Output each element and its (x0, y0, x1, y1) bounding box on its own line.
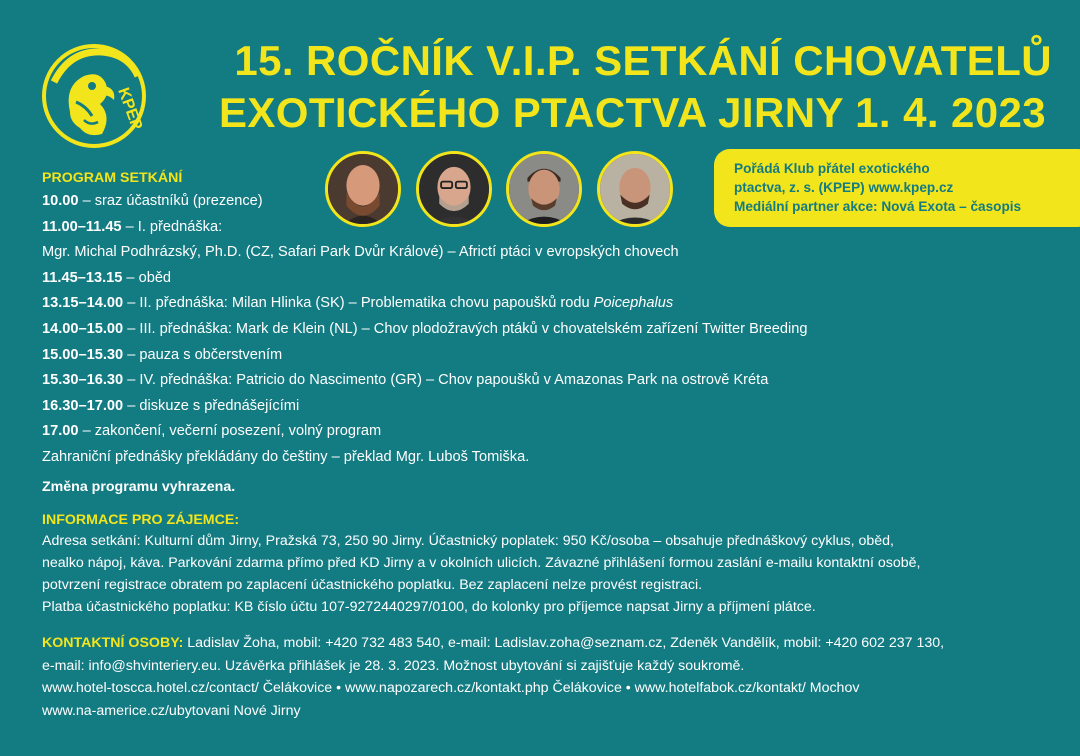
info-line: Adresa setkání: Kulturní dům Jirny, Pražská 73, 250 90 Jirny. Účastnický poplatek: 950 Kč/osoba – obsahuje přednáškový cyklus, oběd, (42, 533, 894, 549)
contacts-line-4[interactable]: www.na-americe.cz/ubytovani Nové Jirny (42, 702, 301, 719)
program-change-note: Změna programu vyhrazena. (42, 479, 236, 495)
program-item-italic: Poicephalus (593, 295, 674, 312)
program-item (42, 419, 808, 445)
program-item-time: 14.00–15.00 (42, 320, 124, 337)
program-item (42, 291, 808, 317)
contacts-section (42, 632, 944, 722)
contacts-line-3[interactable]: www.hotel-toscca.hotel.cz/contact/ Čelákovice • www.napozarech.cz/kontakt.php Čelákovice • www.hotelfabok.cz/kontakt/ Mochov (42, 680, 860, 696)
program-item-text: – III. přednáška: Mark de Klein (NL) – Chov plodožravých ptáků v chovatelském zařízení Twitter Breeding (123, 320, 808, 337)
contacts-heading: KONTAKTNÍ OSOBY: (42, 635, 184, 651)
program-item (42, 240, 808, 266)
contacts-line-1: Ladislav Žoha, mobil: +420 732 483 540, e-mail: Ladislav.zoha@seznam.cz, Zdeněk Vandělík, mobil: +420 602 237 130, (183, 635, 945, 651)
program-item-time: 15.00–15.30 (42, 346, 124, 363)
logo-text: KPEP (114, 85, 146, 133)
program-item (42, 445, 808, 471)
program-item-text: Zahraniční přednášky překládány do češtiny – překlad Mgr. Luboš Tomiška. (42, 448, 530, 465)
info-heading: INFORMACE PRO ZÁJEMCE: (42, 512, 240, 528)
program-item-text: – I. přednáška: (121, 218, 223, 235)
title-line-1: 15. ROČNÍK V.I.P. SETKÁNÍ CHOVATELŮ (234, 37, 1052, 84)
program-item (42, 317, 808, 343)
program-section (42, 167, 808, 471)
program-item-text: – zakončení, večerní posezení, volný program (78, 423, 382, 440)
program-item (42, 266, 808, 292)
program-item-time: 16.30–17.00 (42, 397, 124, 414)
program-item-text: – pauza s občerstvením (123, 346, 283, 363)
info-line: Platba účastnického poplatku: KB číslo účtu 107-9272440297/0100, do kolonky pro příjemce napsat Jirny a příjmení plátce. (42, 599, 816, 615)
program-item (42, 343, 808, 369)
program-heading: PROGRAM SETKÁNÍ (42, 170, 183, 186)
program-item-text: – II. přednáška: Milan Hlinka (SK) – Problematika chovu papoušků rodu (123, 295, 594, 312)
program-item-text: – oběd (122, 269, 172, 286)
program-list (42, 189, 808, 471)
program-item (42, 215, 808, 241)
program-item (42, 189, 808, 215)
info-section (42, 510, 921, 618)
program-item-text: – sraz účastníků (prezence) (78, 193, 263, 209)
program-item-text: – diskuze s přednášejícími (123, 397, 300, 414)
info-line: nealko nápoj, káva. Parkování zdarma přímo před KD Jirny a v okolních ulicích. Závazné přihlášení formou zaslání e-mailu kontaktní osobě, (42, 555, 921, 571)
kpep-logo (40, 42, 148, 150)
organizer-line-2: ptactva, z. s. (KPEP) www.kpep.cz (734, 180, 954, 195)
program-item-time: 15.30–16.30 (42, 372, 124, 389)
program-item-text: Mgr. Michal Podhrázský, Ph.D. (CZ, Safari Park Dvůr Králové) – Africtí ptáci v evropských chovech (42, 244, 679, 261)
info-line: potvrzení registrace obratem po zaplacení účastnického poplatku. Bez zaplacení nelze provést registraci. (42, 577, 703, 593)
program-item-text: – IV. přednáška: Patricio do Nascimento (GR) – Chov papoušků v Amazonas Park na ostrově Kréta (123, 372, 769, 389)
program-item-time: 10.00 (42, 193, 79, 209)
program-item-time: 11.00–11.45 (42, 218, 122, 235)
program-item (42, 368, 808, 394)
contacts-line-2: e-mail: info@shvinteriery.eu. Uzávěrka přihlášek je 28. 3. 2023. Možnost ubytování si zajišťuje každý soukromě. (42, 657, 745, 674)
organizer-line-3: Mediální partner akce: Nová Exota – časopis (734, 199, 1022, 214)
program-item-time: 17.00 (42, 423, 79, 440)
program-item-time: 13.15–14.00 (42, 295, 124, 312)
title-line-2: EXOTICKÉHO PTACTVA JIRNY 1. 4. 2023 (218, 89, 1046, 136)
program-item (42, 394, 808, 420)
organizer-line-1: Pořádá Klub přátel exotického (734, 161, 930, 176)
program-item-time: 11.45–13.15 (42, 269, 123, 286)
